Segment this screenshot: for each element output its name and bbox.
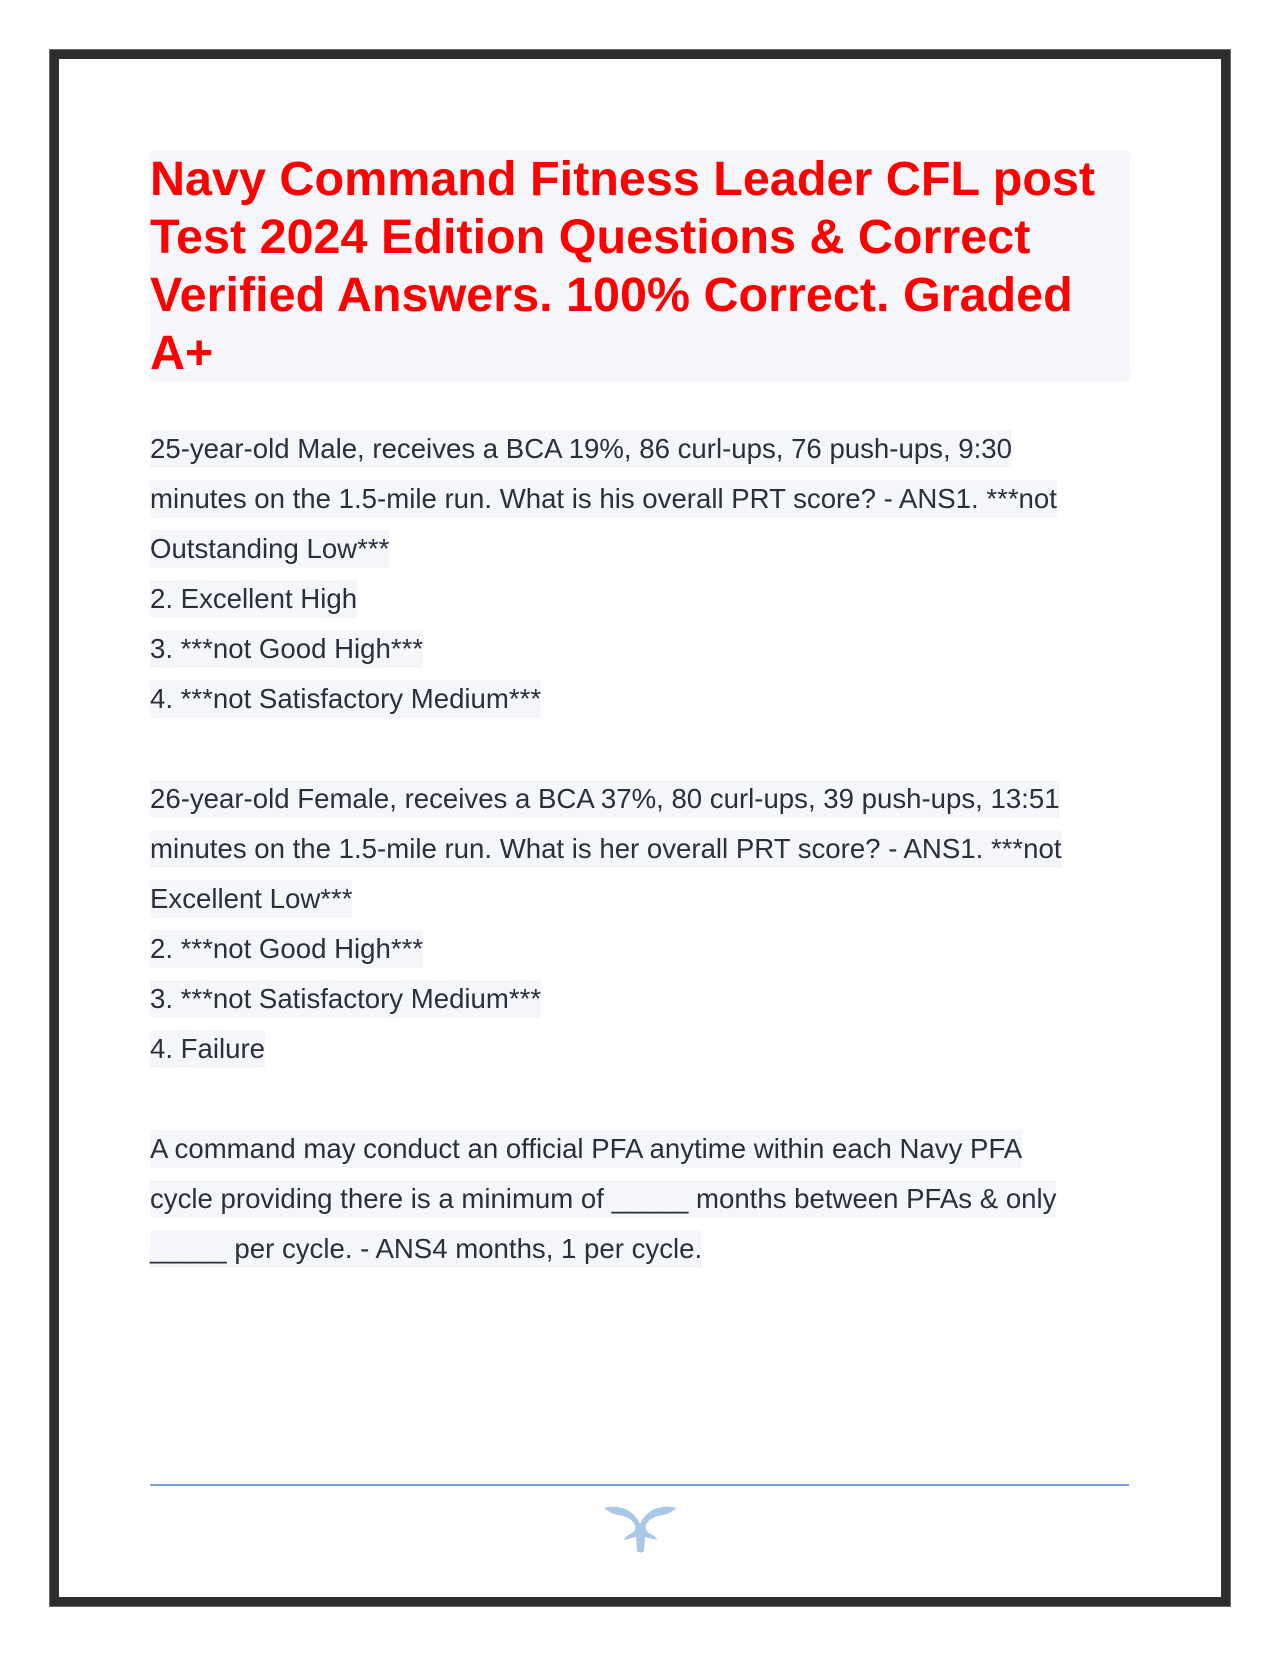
question-line: 26-year-old Female, receives a BCA 37%, 80 curl-ups, 39 push-ups, 13:51 <box>150 774 1150 824</box>
answer-option: 2. Excellent High <box>150 574 1150 624</box>
document-title-block <box>150 150 1130 381</box>
footer-divider <box>150 1484 1129 1486</box>
title-line: A+ <box>150 326 214 380</box>
question-3 <box>150 1124 1150 1274</box>
answer-option: 3. ***not Satisfactory Medium*** <box>150 974 1150 1024</box>
answer-option: 4. ***not Satisfactory Medium*** <box>150 674 1150 724</box>
title-line: Test 2024 Edition Questions & Correct <box>150 210 1031 264</box>
question-line: _____ per cycle. - ANS4 months, 1 per cycle. <box>150 1224 1150 1274</box>
title-line: Navy Command Fitness Leader CFL post <box>150 152 1096 206</box>
answer-option: 2. ***not Good High*** <box>150 924 1150 974</box>
document-title <box>150 150 1130 382</box>
answer-option: 4. Failure <box>150 1024 1150 1074</box>
bird-logo-icon <box>603 1502 678 1554</box>
question-line: cycle providing there is a minimum of _____ months between PFAs & only <box>150 1174 1150 1224</box>
question-line: minutes on the 1.5-mile run. What is his overall PRT score? - ANS1. ***not <box>150 474 1150 524</box>
answer-option: Outstanding Low*** <box>150 524 1150 574</box>
answer-option: 3. ***not Good High*** <box>150 624 1150 674</box>
question-line: minutes on the 1.5-mile run. What is her overall PRT score? - ANS1. ***not <box>150 824 1150 874</box>
title-line: Verified Answers. 100% Correct. Graded <box>150 268 1073 322</box>
question-2 <box>150 774 1150 1074</box>
document-body <box>150 424 1150 1324</box>
answer-option: Excellent Low*** <box>150 874 1150 924</box>
question-line: A command may conduct an official PFA anytime within each Navy PFA <box>150 1124 1150 1174</box>
question-1 <box>150 424 1150 724</box>
question-line: 25-year-old Male, receives a BCA 19%, 86 curl-ups, 76 push-ups, 9:30 <box>150 424 1150 474</box>
